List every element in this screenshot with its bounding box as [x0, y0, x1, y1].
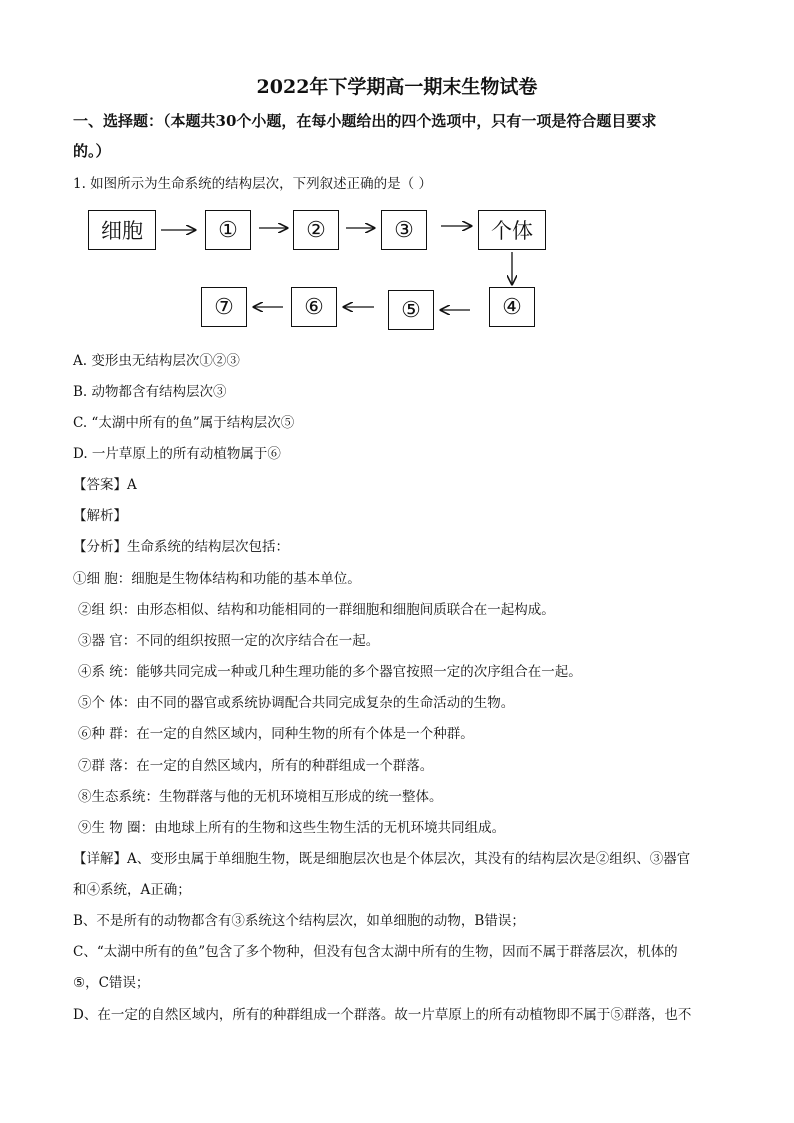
analysis-label: 【解析】: [73, 508, 127, 524]
detail-line: D、在一定的自然区域内，所有的种群组成一个群落。故一片草原上的所有动植物即不属于⑤群落，也不: [73, 1007, 692, 1023]
answer-line: [73, 473, 137, 493]
analysis-intro-text: 生命系统的结构层次包括：: [127, 539, 289, 555]
section-heading-cont: 的。）: [73, 142, 111, 160]
analysis-item: ⑤个 体：由不同的器官或系统协调配合共同完成复杂的生命活动的生物。: [78, 695, 515, 711]
diagram-box-2: ②: [293, 210, 339, 250]
detail-label: 【详解】: [73, 851, 127, 867]
option-d: D. 一片草原上的所有动植物属于⑥: [73, 446, 281, 462]
diagram-box-6: ⑥: [291, 287, 337, 327]
option-b: B. 动物都含有结构层次③: [73, 384, 227, 400]
detail-line: [73, 847, 690, 867]
analysis-item: ①细 胞：细胞是生物体结构和功能的基本单位。: [73, 571, 361, 587]
diagram-box-1: ①: [205, 210, 251, 250]
analysis-item: ②组 织：由形态相似、结构和功能相同的一群细胞和细胞间质联合在一起构成。: [78, 602, 555, 618]
analysis-item: ⑨生 物 圈：由地球上所有的生物和这些生物生活的无机环境共同组成。: [78, 820, 506, 836]
answer-label: 【答案】: [73, 477, 127, 493]
option-a: A. 变形虫无结构层次①②③: [73, 353, 240, 369]
analysis-item: ⑧生态系统：生物群落与他的无机环境相互形成的统一整体。: [78, 789, 443, 805]
diagram-box-5: ⑤: [388, 290, 434, 330]
diagram-box-4: ④: [489, 287, 535, 327]
detail-line: ⑤，C错误；: [73, 975, 150, 991]
answer-value: A: [127, 477, 137, 493]
diagram-box-3: ③: [381, 210, 427, 250]
page-title: 2022年下学期高一期末生物试卷: [256, 76, 538, 98]
option-c: C. “太湖中所有的鱼”属于结构层次⑤: [73, 415, 295, 431]
detail-line: C、“太湖中所有的鱼”包含了多个物种，但没有包含太湖中所有的生物，因而不属于群落层次，机体的: [73, 944, 678, 960]
detail-line: B、不是所有的动物都含有③系统这个结构层次，如单细胞的动物，B错误；: [73, 913, 525, 929]
section-heading: 一、选择题：（本题共30个小题，在每小题给出的四个选项中，只有一项是符合题目要求: [73, 112, 657, 130]
detail-text: A、变形虫属于单细胞生物，既是细胞层次也是个体层次，其没有的结构层次是②组织、③器官: [127, 851, 691, 867]
detail-line: 和④系统，A正确；: [73, 882, 191, 898]
analysis-item: ③器 官：不同的组织按照一定的次序结合在一起。: [78, 633, 380, 649]
question-stem: 1. 如图所示为生命系统的结构层次，下列叙述正确的是（ ）: [73, 176, 432, 192]
diagram-box-individual: 个体: [478, 210, 546, 250]
analysis-item: ⑥种 群：在一定的自然区域内，同种生物的所有个体是一个种群。: [78, 726, 474, 742]
analysis-intro: [73, 535, 289, 555]
analysis-item: ④系 统：能够共同完成一种或几种生理功能的多个器官按照一定的次序组合在一起。: [78, 664, 582, 680]
analysis-item: ⑦群 落：在一定的自然区域内，所有的种群组成一个群落。: [78, 758, 434, 774]
analysis-intro-label: 【分析】: [73, 539, 127, 555]
diagram-box-cell: 细胞: [88, 210, 156, 250]
diagram-box-7: ⑦: [201, 287, 247, 327]
